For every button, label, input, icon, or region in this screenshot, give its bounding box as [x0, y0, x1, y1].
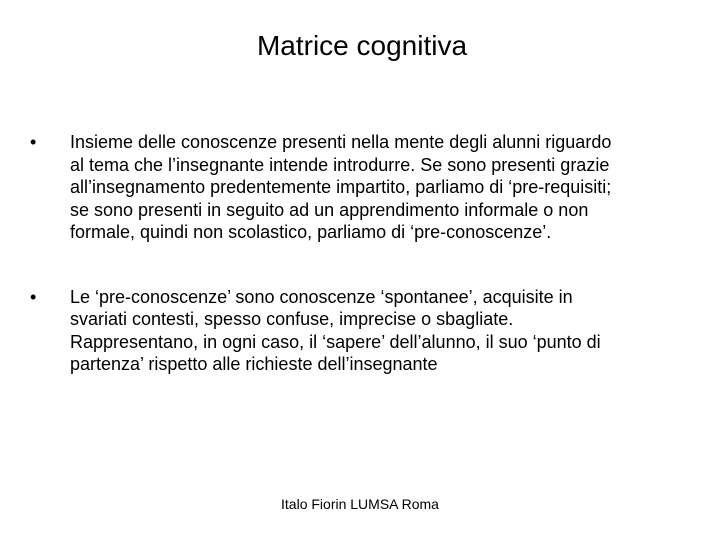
bullet-1-line-4: se sono presenti in seguito ad un apprendimento informale o non	[70, 199, 589, 220]
bullet-item-2	[30, 286, 680, 376]
bullet-2-line-2: svariati contesti, spesso confuse, imprecise o sbagliate.	[70, 309, 514, 329]
bullet-2-line-1: Le ‘pre-conoscenze’ sono conoscenze ‘spontanee’, acquisite in	[70, 286, 573, 307]
bullet-marker: •	[30, 286, 37, 307]
bullet-1-line-1: Insieme delle conoscenze presenti nella mente degli alunni riguardo	[70, 132, 612, 152]
bullet-1-line-3: all’insegnamento predentemente impartito, parliamo di ‘pre-requisiti;	[70, 177, 612, 197]
bullet-2-line-3: Rappresentano, in ogni caso, il ‘sapere’ dell’alunno, il suo ‘punto di	[70, 331, 601, 352]
bullet-1-line-5: formale, quindi non scolastico, parliamo di ‘pre-conoscenze’.	[70, 222, 552, 242]
bullet-marker: •	[30, 132, 37, 152]
bullet-2-line-4: partenza’ rispetto alle richieste dell’insegnante	[70, 354, 438, 374]
slide-title: Matrice cognitiva	[256, 30, 468, 61]
slide-footer: Italo Fiorin LUMSA Roma	[281, 496, 439, 512]
bullet-item-1	[30, 131, 680, 244]
bullet-list	[30, 131, 680, 376]
bullet-1-line-2: al tema che l’insegnante intende introdurre. Se sono presenti grazie	[70, 154, 610, 175]
